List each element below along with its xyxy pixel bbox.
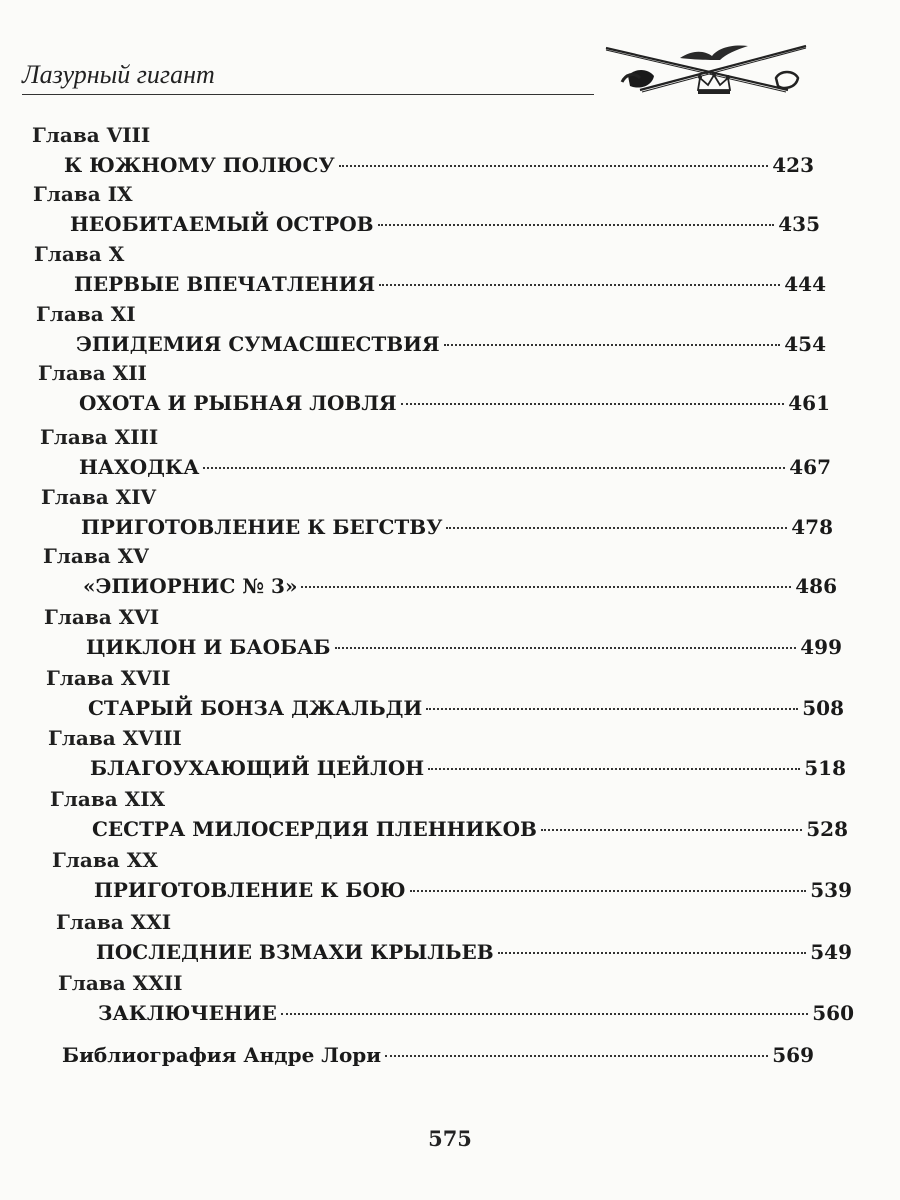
page-number: 454	[784, 332, 826, 356]
chapter-line	[79, 391, 830, 415]
chapter-line	[64, 153, 814, 177]
dot-leader	[378, 224, 775, 226]
dot-leader	[446, 527, 787, 529]
page-number: 560	[812, 1001, 854, 1025]
chapter-label: Глава XXII	[58, 971, 183, 995]
chapter-line	[86, 635, 842, 659]
dot-leader	[281, 1013, 808, 1015]
chapter-title: ПОСЛЕДНИЕ ВЗМАХИ КРЫЛЬЕВ	[96, 940, 494, 964]
chapter-line	[76, 332, 826, 356]
chapter-title: ЦИКЛОН И БАОБАБ	[86, 635, 331, 659]
page-number: 499	[800, 635, 842, 659]
page-number: 467	[789, 455, 831, 479]
chapter-title: ПРИГОТОВЛЕНИЕ К БОЮ	[94, 878, 406, 902]
chapter-label: Глава X	[34, 242, 125, 266]
chapter-line	[88, 696, 844, 720]
chapter-label: Глава XIII	[40, 425, 159, 449]
chapter-line	[92, 817, 848, 841]
chapter-title: НЕОБИТАЕМЫЙ ОСТРОВ	[70, 212, 374, 236]
chapter-title: НАХОДКА	[79, 455, 200, 479]
page-number: 435	[778, 212, 820, 236]
chapter-label: Глава VIII	[32, 123, 151, 147]
dot-leader	[426, 708, 798, 710]
dot-leader	[444, 344, 781, 346]
page-number: 569	[772, 1043, 814, 1067]
dot-leader	[379, 284, 780, 286]
chapter-line	[81, 515, 833, 539]
chapter-label: Глава XVII	[46, 666, 171, 690]
chapter-title: ПЕРВЫЕ ВПЕЧАТЛЕНИЯ	[74, 272, 376, 296]
page-folio: 575	[428, 1126, 472, 1151]
chapter-line	[94, 878, 852, 902]
dot-leader	[203, 467, 785, 469]
chapter-line	[83, 574, 837, 598]
chapter-title: СТАРЫЙ БОНЗА ДЖАЛЬДИ	[88, 696, 423, 720]
chapter-label: Глава XI	[36, 302, 136, 326]
chapter-line	[96, 940, 852, 964]
chapter-line	[74, 272, 826, 296]
page-number: 444	[784, 272, 826, 296]
page-number: 508	[802, 696, 844, 720]
chapter-title: ЭПИДЕМИЯ СУМАСШЕСТВИЯ	[76, 332, 440, 356]
bibliography-entry	[62, 1043, 814, 1067]
page-number: 486	[795, 574, 837, 598]
chapter-line	[90, 756, 846, 780]
chapter-label: Глава IX	[33, 182, 133, 206]
dot-leader	[541, 829, 802, 831]
dot-leader	[385, 1055, 768, 1057]
page-number: 549	[810, 940, 852, 964]
page-number: 423	[772, 153, 814, 177]
chapter-label: Глава XXI	[56, 910, 172, 934]
dot-leader	[401, 403, 785, 405]
chapter-line	[98, 1001, 854, 1025]
chapter-label: Глава XIX	[50, 787, 166, 811]
chapter-title: К ЮЖНОМУ ПОЛЮСУ	[64, 153, 335, 177]
chapter-title: СЕСТРА МИЛОСЕРДИЯ ПЛЕННИКОВ	[92, 817, 537, 841]
page-number: 478	[791, 515, 833, 539]
chapter-label: Глава XVIII	[48, 726, 182, 750]
chapter-label: Глава XIV	[41, 485, 157, 509]
chapter-label: Глава XX	[52, 848, 158, 872]
chapter-label: Глава XII	[38, 361, 147, 385]
dot-leader	[498, 952, 807, 954]
chapter-label: Глава XV	[43, 544, 149, 568]
bibliography-title: Библиография Андре Лори	[62, 1043, 382, 1067]
chapter-title: «ЭПИОРНИС № 3»	[83, 574, 298, 598]
chapter-title: ЗАКЛЮЧЕНИЕ	[98, 1001, 277, 1025]
chapter-title: ОХОТА И РЫБНАЯ ЛОВЛЯ	[79, 391, 397, 415]
dot-leader	[428, 768, 800, 770]
page-number: 528	[806, 817, 848, 841]
chapter-title: ПРИГОТОВЛЕНИЕ К БЕГСТВУ	[81, 515, 443, 539]
chapter-title: БЛАГОУХАЮЩИЙ ЦЕЙЛОН	[90, 756, 425, 780]
page-number: 539	[810, 878, 852, 902]
book-title: Лазурный гигант	[22, 60, 215, 89]
dot-leader	[301, 586, 791, 588]
dot-leader	[339, 165, 769, 167]
page-number: 461	[788, 391, 830, 415]
chapter-line	[79, 455, 831, 479]
chapter-line	[70, 212, 820, 236]
chapter-label: Глава XVI	[44, 605, 160, 629]
page-number: 518	[804, 756, 846, 780]
dot-leader	[335, 647, 797, 649]
dot-leader	[410, 890, 807, 892]
